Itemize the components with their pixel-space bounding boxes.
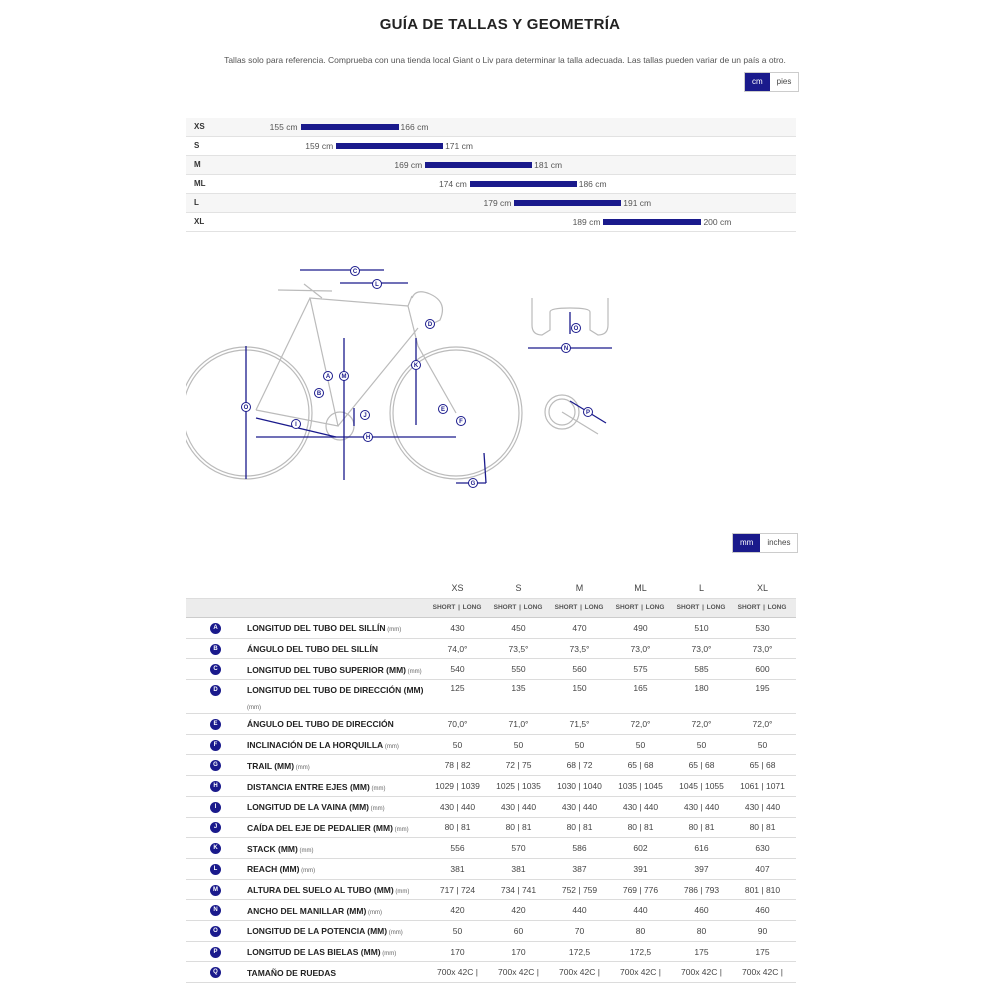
row-label xyxy=(247,621,437,637)
row-letter-badge: B xyxy=(210,644,221,655)
cell-value: 78 | 82 xyxy=(444,760,471,771)
cell-value: 70 xyxy=(574,925,585,936)
unit-feet-button[interactable]: pies xyxy=(770,73,799,91)
cell-value: 630 xyxy=(755,843,770,854)
row-label xyxy=(247,683,437,715)
cell-value: 585 xyxy=(694,664,709,675)
cell-value: 65 | 68 xyxy=(627,760,654,771)
cell-value: 717 | 724 xyxy=(439,884,476,895)
cell-value: 90 xyxy=(757,925,768,936)
cell-value: 786 | 793 xyxy=(683,884,720,895)
size-max-label: 166 cm xyxy=(400,122,429,132)
cell-value: 71,5° xyxy=(569,718,590,729)
geometry-row-q xyxy=(186,963,796,984)
cell-value: 80 xyxy=(696,925,707,936)
cell-value: 391 xyxy=(633,863,648,874)
short-label: SHORT xyxy=(737,604,761,611)
cell-value: 80 xyxy=(635,925,646,936)
row-name: LONGITUD DE LA VAINA (MM) xyxy=(247,802,369,813)
cell-value: 195 xyxy=(755,683,770,694)
cell-value: 407 xyxy=(755,863,770,874)
cell-value: 387 xyxy=(572,863,587,874)
cell-value: 430 | 440 xyxy=(561,801,598,812)
cell-value: 1061 | 1071 xyxy=(740,781,785,792)
cell-value: 71,0° xyxy=(508,718,529,729)
row-unit: (mm) xyxy=(405,668,422,675)
diagram-letter-d: D xyxy=(427,322,433,329)
diagram-letter-o: O xyxy=(243,405,249,412)
cell-value: 80 | 81 xyxy=(444,822,471,833)
size-range-bar xyxy=(470,181,577,187)
row-unit: (mm) xyxy=(299,868,316,875)
row-label xyxy=(247,924,437,940)
size-min-label: 179 cm xyxy=(483,198,512,208)
cell-value: 700x 42C | xyxy=(498,967,539,978)
row-letter-badge: E xyxy=(210,719,221,730)
cell-value: 450 xyxy=(511,622,526,633)
cell-value: 80 | 81 xyxy=(566,822,593,833)
diagram-letter-l: L xyxy=(375,282,379,289)
cell-value: 72,0° xyxy=(630,718,651,729)
size-label: M xyxy=(194,160,201,169)
row-letter-badge: Q xyxy=(210,967,221,978)
page-title: GUÍA DE TALLAS Y GEOMETRÍA xyxy=(379,16,621,33)
cell-value: 616 xyxy=(694,843,709,854)
short-label: SHORT xyxy=(493,604,517,611)
row-unit: (mm) xyxy=(380,951,397,958)
cell-value: 397 xyxy=(694,863,709,874)
row-name: REACH (MM) xyxy=(247,864,300,875)
row-name: LONGITUD DEL TUBO SUPERIOR (MM) xyxy=(247,664,406,675)
row-label xyxy=(247,821,437,837)
size-min-label: 169 cm xyxy=(394,160,423,170)
cell-value: 430 | 440 xyxy=(439,801,476,812)
row-label xyxy=(247,883,437,899)
short-label: SHORT xyxy=(554,604,578,611)
size-min-label: 159 cm xyxy=(305,141,334,151)
cell-value: 460 xyxy=(694,905,709,916)
cell-value: 80 | 81 xyxy=(688,822,715,833)
cell-value: 50 xyxy=(757,739,768,750)
cell-value: 420 xyxy=(450,905,465,916)
geometry-row-p xyxy=(186,942,796,963)
row-label xyxy=(247,663,437,679)
row-unit: (mm) xyxy=(385,627,402,634)
unit-cm-button[interactable]: cm xyxy=(745,73,770,91)
size-row-ml xyxy=(186,175,796,194)
geometry-row-i xyxy=(186,797,796,818)
cell-value: 73,0° xyxy=(691,643,712,654)
cell-value: 125 xyxy=(450,683,465,694)
unit-inches-button[interactable]: inches xyxy=(760,534,797,552)
cell-value: 550 xyxy=(511,664,526,675)
cell-value: 172,5 xyxy=(568,946,591,957)
size-row-xs xyxy=(186,118,796,137)
cell-value: 80 | 81 xyxy=(627,822,654,833)
crankset-diagram xyxy=(540,385,620,445)
size-label: L xyxy=(194,198,199,207)
row-name: LONGITUD DE LAS BIELAS (MM) xyxy=(247,947,381,958)
row-letter-badge: O xyxy=(210,926,221,937)
row-label xyxy=(247,780,437,796)
geometry-row-g xyxy=(186,756,796,777)
row-name: TRAIL (MM) xyxy=(247,760,295,771)
size-range-bar xyxy=(514,200,621,206)
geometry-row-c xyxy=(186,659,796,680)
diagram-letter-h: H xyxy=(365,435,371,442)
size-label: XL xyxy=(194,217,205,226)
size-column-header: XS xyxy=(451,583,464,593)
size-column-header: S xyxy=(515,583,522,593)
size-min-label: 189 cm xyxy=(572,217,601,227)
row-unit: (mm) xyxy=(393,889,410,896)
size-row-s xyxy=(186,137,796,156)
cell-value: 1025 | 1035 xyxy=(496,781,541,792)
cell-value: 73,5° xyxy=(569,643,590,654)
cell-value: 80 | 81 xyxy=(749,822,776,833)
row-letter-badge: L xyxy=(210,864,221,875)
row-label xyxy=(247,800,437,816)
row-label xyxy=(247,642,437,656)
row-letter-badge: M xyxy=(210,885,221,896)
cell-value: 73,0° xyxy=(630,643,651,654)
row-name: ÁNGULO DEL TUBO DEL SILLÍN xyxy=(247,644,378,655)
cell-value: 700x 42C | xyxy=(620,967,661,978)
cell-value: 72 | 75 xyxy=(505,760,532,771)
cell-value: 381 xyxy=(450,863,465,874)
cell-value: 50 xyxy=(452,739,463,750)
cell-value: 170 xyxy=(450,946,465,957)
cell-value: 172,5 xyxy=(629,946,652,957)
cell-value: 700x 42C | xyxy=(742,967,783,978)
row-unit: (mm) xyxy=(368,806,385,813)
separator: | xyxy=(580,604,582,611)
cell-value: 73,5° xyxy=(508,643,529,654)
row-name: ANCHO DEL MANILLAR (MM) xyxy=(247,905,367,916)
rear-wheel-inner xyxy=(186,350,309,476)
long-label: LONG xyxy=(462,604,482,611)
cell-value: 60 xyxy=(513,925,524,936)
size-row-l xyxy=(186,194,796,213)
long-label: LONG xyxy=(645,604,665,611)
geometry-row-f xyxy=(186,735,796,756)
diagram-letter-i: I xyxy=(295,422,297,429)
row-unit: (mm) xyxy=(366,909,382,916)
row-name: CAÍDA DEL EJE DE PEDALIER (MM) xyxy=(247,822,393,833)
row-letter-badge: I xyxy=(210,802,221,813)
size-label: S xyxy=(194,141,200,150)
row-label xyxy=(247,759,437,775)
row-letter-badge: A xyxy=(210,623,221,634)
cell-value: 165 xyxy=(633,683,648,694)
size-max-label: 200 cm xyxy=(703,217,732,227)
geometry-row-o xyxy=(186,921,796,942)
size-max-label: 171 cm xyxy=(445,141,473,151)
cell-value: 70,0° xyxy=(447,718,468,729)
row-letter-badge: P xyxy=(210,947,221,958)
cell-value: 73,0° xyxy=(752,643,773,654)
cell-value: 430 | 440 xyxy=(744,801,781,812)
long-label: LONG xyxy=(584,604,604,611)
cell-value: 769 | 776 xyxy=(622,884,659,895)
cell-value: 50 xyxy=(635,739,646,750)
cell-value: 50 xyxy=(452,925,463,936)
diagram-letter-n: N xyxy=(563,346,569,353)
diagram-letter-o: O xyxy=(573,326,579,333)
row-letter-badge: C xyxy=(210,664,221,675)
diagram-letter-f: F xyxy=(459,419,463,426)
cell-value: 170 xyxy=(511,946,526,957)
cell-value: 150 xyxy=(572,683,587,694)
geometry-row-e xyxy=(186,714,796,735)
cell-value: 65 | 68 xyxy=(688,760,715,771)
cell-value: 700x 42C | xyxy=(559,967,600,978)
geometry-row-b xyxy=(186,639,796,660)
cell-value: 510 xyxy=(694,622,709,633)
short-label: SHORT xyxy=(432,604,456,611)
cell-value: 430 xyxy=(450,622,465,633)
row-letter-badge: H xyxy=(210,781,221,792)
cell-value: 1045 | 1055 xyxy=(679,781,724,792)
row-name: LONGITUD DEL TUBO DEL SILLÍN xyxy=(247,623,386,634)
cell-value: 1029 | 1039 xyxy=(435,781,480,792)
cell-value: 1035 | 1045 xyxy=(618,781,663,792)
cell-value: 50 xyxy=(574,739,585,750)
row-name: TAMAÑO DE RUEDAS xyxy=(247,967,337,978)
cell-value: 430 | 440 xyxy=(500,801,537,812)
cell-value: 490 xyxy=(633,622,648,633)
diagram-letter-g: G xyxy=(470,481,476,488)
cell-value: 50 xyxy=(696,739,707,750)
size-min-label: 155 cm xyxy=(269,122,298,132)
cell-value: 50 xyxy=(513,739,524,750)
cell-value: 1030 | 1040 xyxy=(557,781,602,792)
long-label: LONG xyxy=(706,604,726,611)
row-unit: (mm) xyxy=(392,826,409,833)
row-name: DISTANCIA ENTRE EJES (MM) xyxy=(247,781,370,792)
short-label: SHORT xyxy=(676,604,700,611)
cell-value: 570 xyxy=(511,843,526,854)
page-subtitle: Tallas solo para referencia. Comprueba con una tienda local Giant o Liv para determinar la talla adecuada. Las tallas pueden variar de un país a otro. xyxy=(224,55,786,65)
row-unit: (mm) xyxy=(369,785,386,792)
size-max-label: 191 cm xyxy=(623,198,652,208)
short-label: SHORT xyxy=(615,604,639,611)
size-range-bar xyxy=(301,124,399,130)
row-label xyxy=(247,862,437,878)
row-name: ÁNGULO DEL TUBO DE DIRECCIÓN xyxy=(247,719,394,730)
bike-geometry-diagram xyxy=(186,258,526,493)
separator: | xyxy=(702,604,704,611)
size-column-header: M xyxy=(575,583,584,593)
diagram-letter-j: J xyxy=(363,413,367,420)
size-range-bar xyxy=(425,162,532,168)
long-label: LONG xyxy=(767,604,787,611)
size-range-bar xyxy=(336,143,443,149)
size-label: XS xyxy=(194,122,205,131)
row-label xyxy=(247,717,437,731)
diagram-letter-p: P xyxy=(585,410,591,417)
row-letter-badge: N xyxy=(210,905,221,916)
cell-value: 540 xyxy=(450,664,465,675)
size-row-m xyxy=(186,156,796,175)
cell-value: 575 xyxy=(633,664,648,675)
cell-value: 80 | 81 xyxy=(505,822,532,833)
geometry-row-n xyxy=(186,900,796,921)
row-label xyxy=(247,738,437,754)
cell-value: 460 xyxy=(755,905,770,916)
row-unit: (mm) xyxy=(387,930,403,937)
row-letter-badge: G xyxy=(210,760,221,771)
cell-value: 175 xyxy=(755,946,770,957)
long-label: LONG xyxy=(523,604,543,611)
rear-wheel xyxy=(186,347,312,479)
size-column-header: XL xyxy=(756,583,768,593)
geometry-row-j xyxy=(186,818,796,839)
cell-value: 72,0° xyxy=(691,718,712,729)
geometry-row-k xyxy=(186,838,796,859)
size-row-xl xyxy=(186,213,796,232)
geometry-row-d xyxy=(186,680,796,714)
table-unit-toggle xyxy=(732,533,798,553)
row-unit: (mm) xyxy=(297,847,314,854)
geometry-row-h xyxy=(186,776,796,797)
cell-value: 420 xyxy=(511,905,526,916)
cell-value: 65 | 68 xyxy=(749,760,776,771)
handlebar-diagram xyxy=(520,290,620,360)
cell-value: 175 xyxy=(694,946,709,957)
size-min-label: 174 cm xyxy=(438,179,467,189)
row-label xyxy=(247,842,437,858)
cell-value: 430 | 440 xyxy=(622,801,659,812)
diagram-letter-e: E xyxy=(440,407,446,414)
cell-value: 430 | 440 xyxy=(683,801,720,812)
cell-value: 602 xyxy=(633,843,648,854)
cell-value: 135 xyxy=(511,683,526,694)
separator: | xyxy=(458,604,460,611)
cell-value: 440 xyxy=(572,905,587,916)
cell-value: 556 xyxy=(450,843,465,854)
row-name: INCLINACIÓN DE LA HORQUILLA xyxy=(247,740,384,751)
separator: | xyxy=(641,604,643,611)
diagram-letter-b: B xyxy=(316,391,322,398)
row-letter-badge: K xyxy=(210,843,221,854)
row-name: ALTURA DEL SUELO AL TUBO (MM) xyxy=(247,885,394,896)
diagram-letter-a: A xyxy=(325,374,331,381)
cell-value: 801 | 810 xyxy=(744,884,781,895)
unit-toggle xyxy=(744,72,799,92)
separator: | xyxy=(763,604,765,611)
size-column-header: ML xyxy=(634,583,647,593)
diagram-letter-c: C xyxy=(352,269,358,276)
row-label xyxy=(247,966,437,980)
frame-outline xyxy=(256,284,456,429)
cell-value: 381 xyxy=(511,863,526,874)
row-name: STACK (MM) xyxy=(247,843,298,854)
row-unit: (mm) xyxy=(383,744,399,751)
cell-value: 600 xyxy=(755,664,770,675)
cell-value: 470 xyxy=(572,622,587,633)
cell-value: 180 xyxy=(694,683,709,694)
geometry-row-a xyxy=(186,618,796,639)
size-range-bar xyxy=(603,219,701,225)
cell-value: 560 xyxy=(572,664,587,675)
row-unit: (mm) xyxy=(247,705,261,712)
diagram-letter-m: M xyxy=(341,374,347,381)
size-label: ML xyxy=(194,179,206,188)
size-range-chart xyxy=(186,118,796,232)
cell-value: 440 xyxy=(633,905,648,916)
cell-value: 586 xyxy=(572,843,587,854)
separator: | xyxy=(519,604,521,611)
cell-value: 530 xyxy=(755,622,770,633)
diagram-letter-k: K xyxy=(413,363,419,370)
cell-value: 734 | 741 xyxy=(500,884,537,895)
geometry-row-m xyxy=(186,880,796,901)
size-max-label: 186 cm xyxy=(578,179,607,189)
row-letter-badge: J xyxy=(210,822,221,833)
short-long-subheader xyxy=(186,598,796,618)
cell-value: 700x 42C | xyxy=(681,967,722,978)
geometry-row-l xyxy=(186,859,796,880)
row-name: LONGITUD DE LA POTENCIA (MM) xyxy=(247,926,388,937)
cell-value: 74,0° xyxy=(447,643,468,654)
row-label xyxy=(247,904,437,920)
row-label xyxy=(247,945,437,961)
cell-value: 752 | 759 xyxy=(561,884,598,895)
size-column-header: L xyxy=(698,583,704,593)
row-letter-badge: D xyxy=(210,685,221,696)
row-unit: (mm) xyxy=(294,764,310,771)
unit-mm-button[interactable]: mm xyxy=(733,534,760,552)
cell-value: 68 | 72 xyxy=(566,760,593,771)
cell-value: 700x 42C | xyxy=(437,967,478,978)
row-letter-badge: F xyxy=(210,740,221,751)
size-max-label: 181 cm xyxy=(534,160,563,170)
cell-value: 72,0° xyxy=(752,718,773,729)
row-name: LONGITUD DEL TUBO DE DIRECCIÓN (MM) xyxy=(247,685,424,696)
